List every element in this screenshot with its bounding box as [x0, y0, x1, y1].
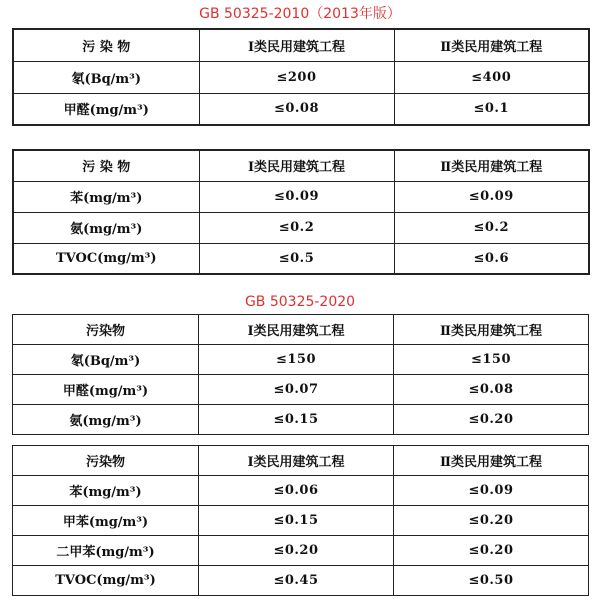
- header-class-1: Ⅰ类民用建筑工程: [199, 446, 394, 476]
- class-2-limit: ≤0.6: [394, 243, 589, 274]
- class-2-limit: ≤0.09: [394, 476, 589, 506]
- header-class-1: Ⅰ类民用建筑工程: [199, 29, 394, 61]
- class-2-limit: ≤0.09: [394, 181, 589, 212]
- header-class-2: Ⅱ类民用建筑工程: [394, 446, 589, 476]
- table-row: [13, 476, 589, 506]
- class-1-limit: ≤0.09: [199, 181, 394, 212]
- table-header-row: [13, 315, 589, 345]
- pollutant-limits-table-2010-b: [12, 149, 590, 275]
- header-class-2: Ⅱ类民用建筑工程: [394, 29, 589, 61]
- table-row: [13, 566, 589, 596]
- header-class-2: Ⅱ类民用建筑工程: [394, 150, 589, 181]
- table-row: [13, 243, 589, 274]
- header-class-2: Ⅱ类民用建筑工程: [394, 315, 589, 345]
- class-2-limit: ≤0.20: [394, 536, 589, 566]
- table-header-row: [13, 446, 589, 476]
- class-1-limit: ≤0.5: [199, 243, 394, 274]
- pollutant-name: 二甲苯(mg/m³): [13, 536, 199, 566]
- table-header-row: [13, 29, 589, 61]
- table-row: [13, 181, 589, 212]
- pollutant-name: 氡(Bq/m³): [13, 345, 199, 375]
- class-1-limit: ≤0.20: [199, 536, 394, 566]
- class-1-limit: ≤0.06: [199, 476, 394, 506]
- header-class-1: Ⅰ类民用建筑工程: [199, 150, 394, 181]
- pollutant-limits-table-2020-b: [12, 445, 589, 596]
- class-2-limit: ≤0.08: [394, 375, 589, 405]
- table-row: [13, 375, 589, 405]
- table-row: [13, 345, 589, 375]
- table-row: [13, 536, 589, 566]
- header-class-1: Ⅰ类民用建筑工程: [199, 315, 394, 345]
- class-1-limit: ≤0.07: [199, 375, 394, 405]
- section-title-2020: GB 50325-2020: [244, 294, 356, 310]
- table-row: [13, 405, 589, 435]
- class-2-limit: ≤0.20: [394, 506, 589, 536]
- class-2-limit: ≤0.50: [394, 566, 589, 596]
- table-row: [13, 93, 589, 125]
- class-1-limit: ≤0.45: [199, 566, 394, 596]
- class-2-limit: ≤400: [394, 61, 589, 93]
- table-row: [13, 212, 589, 243]
- class-1-limit: ≤200: [199, 61, 394, 93]
- header-pollutant: 污 染 物: [13, 150, 199, 181]
- pollutant-name: 苯(mg/m³): [13, 181, 199, 212]
- pollutant-limits-table-2020-a: [12, 314, 589, 435]
- pollutant-name: 苯(mg/m³): [13, 476, 199, 506]
- class-2-limit: ≤150: [394, 345, 589, 375]
- pollutant-name: 氨(mg/m³): [13, 405, 199, 435]
- class-1-limit: ≤0.2: [199, 212, 394, 243]
- class-1-limit: ≤0.08: [199, 93, 394, 125]
- pollutant-name: TVOC(mg/m³): [13, 566, 199, 596]
- pollutant-name: 甲苯(mg/m³): [13, 506, 199, 536]
- table-header-row: [13, 150, 589, 181]
- pollutant-limits-table-2010-a: [12, 28, 590, 126]
- class-1-limit: ≤0.15: [199, 506, 394, 536]
- class-2-limit: ≤0.1: [394, 93, 589, 125]
- pollutant-name: 氨(mg/m³): [13, 212, 199, 243]
- header-pollutant: 污染物: [13, 315, 199, 345]
- header-pollutant: 污 染 物: [13, 29, 199, 61]
- table-row: [13, 61, 589, 93]
- pollutant-name: 甲醛(mg/m³): [13, 93, 199, 125]
- class-1-limit: ≤0.15: [199, 405, 394, 435]
- class-2-limit: ≤0.2: [394, 212, 589, 243]
- table-row: [13, 506, 589, 536]
- class-2-limit: ≤0.20: [394, 405, 589, 435]
- pollutant-name: TVOC(mg/m³): [13, 243, 199, 274]
- section-title-2010: GB 50325-2010（2013年版）: [199, 6, 401, 22]
- pollutant-name: 氡(Bq/m³): [13, 61, 199, 93]
- class-1-limit: ≤150: [199, 345, 394, 375]
- pollutant-name: 甲醛(mg/m³): [13, 375, 199, 405]
- header-pollutant: 污染物: [13, 446, 199, 476]
